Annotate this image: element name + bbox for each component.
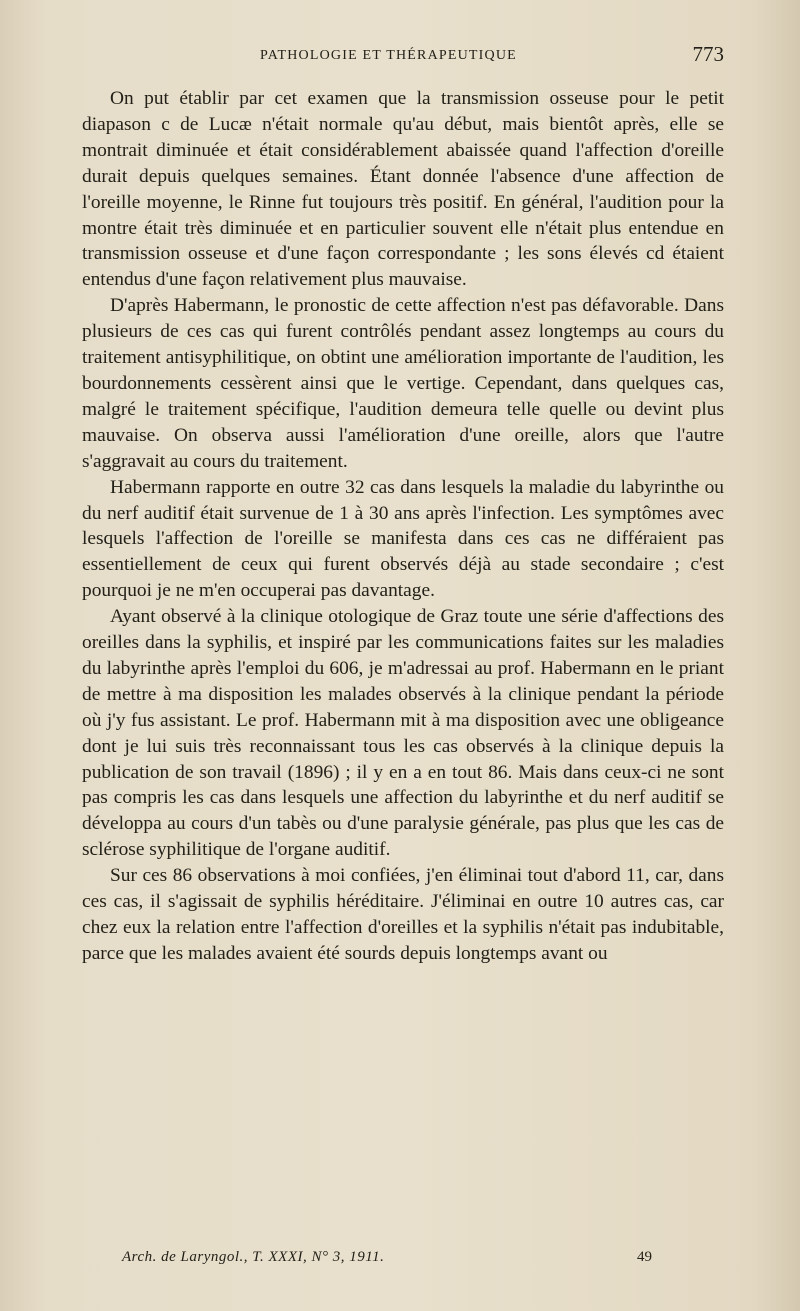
body-text bbox=[82, 86, 724, 967]
paragraph: Sur ces 86 observations à moi confiées, j'en éliminai tout d'abord 11, car, dans ces cas, il s'agissait de syphilis héréditaire. J'éliminai en outre 10 autres cas, car chez eux la relation entre l'affection d'oreilles et la syphilis n'était pas indubitable, parce que les malades avaient été sourds depuis longtemps avant ou bbox=[82, 865, 724, 964]
signature-mark: 49 bbox=[637, 1249, 652, 1265]
paragraph: Habermann rapporte en outre 32 cas dans lesquels la maladie du labyrinthe ou du nerf auditif était survenue de 1 à 30 ans après l'infection. Les symptômes avec lesquels l'affection de l'oreille se manifesta dans ces cas ne différaient pas essentiellement de ceux qui furent observés déjà au stade secondaire ; c'est pourquoi je ne m'en occuperai pas davantage. bbox=[82, 476, 724, 602]
running-head: PATHOLOGIE ET THÉRAPEUTIQUE bbox=[260, 48, 517, 63]
page-footer bbox=[82, 1249, 724, 1273]
paragraph: On put établir par cet examen que la transmission osseuse pour le petit diapason c de Lucæ n'était normale qu'au début, mais bientôt après, elle se montrait diminuée et était considérablement abaissée quand l'affection d'oreille durait depuis quelques semaines. Étant donnée l'absence d'une affection de l'oreille moyenne, le Rinne fut toujours très positif. En général, l'audition pour la montre était très diminuée et en particulier souvent elle n'était plus entendue en transmission osseuse et d'une façon correspondante ; les sons élevés cd étaient entendus d'une façon relativement plus mauvaise. bbox=[82, 88, 724, 291]
page-header bbox=[82, 40, 724, 70]
paragraph: D'après Habermann, le pronostic de cette affection n'est pas défavorable. Dans plusieurs de ces cas qui furent contrôlés pendant assez longtemps au cours du traitement antisyphilitique, on obtint une amélioration importante de l'audition, les bourdonnements cessèrent ainsi que le vertige. Cependant, dans quelques cas, malgré le traitement spécifique, l'audition demeura telle quelle ou devint plus mauvaise. On observa aussi l'amélioration d'une oreille, alors que l'autre s'aggravait au cours du traitement. bbox=[82, 295, 724, 472]
footer-citation: Arch. de Laryngol., T. XXXI, N° 3, 1911. bbox=[122, 1249, 385, 1265]
page-number: 773 bbox=[692, 42, 724, 66]
paragraph: Ayant observé à la clinique otologique de Graz toute une série d'affections des oreilles dans la syphilis, et inspiré par les communications faites sur les maladies du labyrinthe après l'emploi du 606, je m'adressai au prof. Habermann en le priant de mettre à ma disposition les malades observés à la clinique pendant la période où j'y fus assistant. Le prof. Habermann mit à ma disposition avec une obligeance dont je lui suis très reconnaissant tous les cas observés à la clinique depuis la publication de son travail (1896) ; il y en a en tout 86. Mais dans ceux-ci ne sont pas compris les cas dans lesquels une affection du labyrinthe et du nerf auditif se développa au cours d'un tabès ou d'une paralysie générale, pas plus que les cas de sclérose syphilitique de l'organe auditif. bbox=[82, 606, 724, 861]
